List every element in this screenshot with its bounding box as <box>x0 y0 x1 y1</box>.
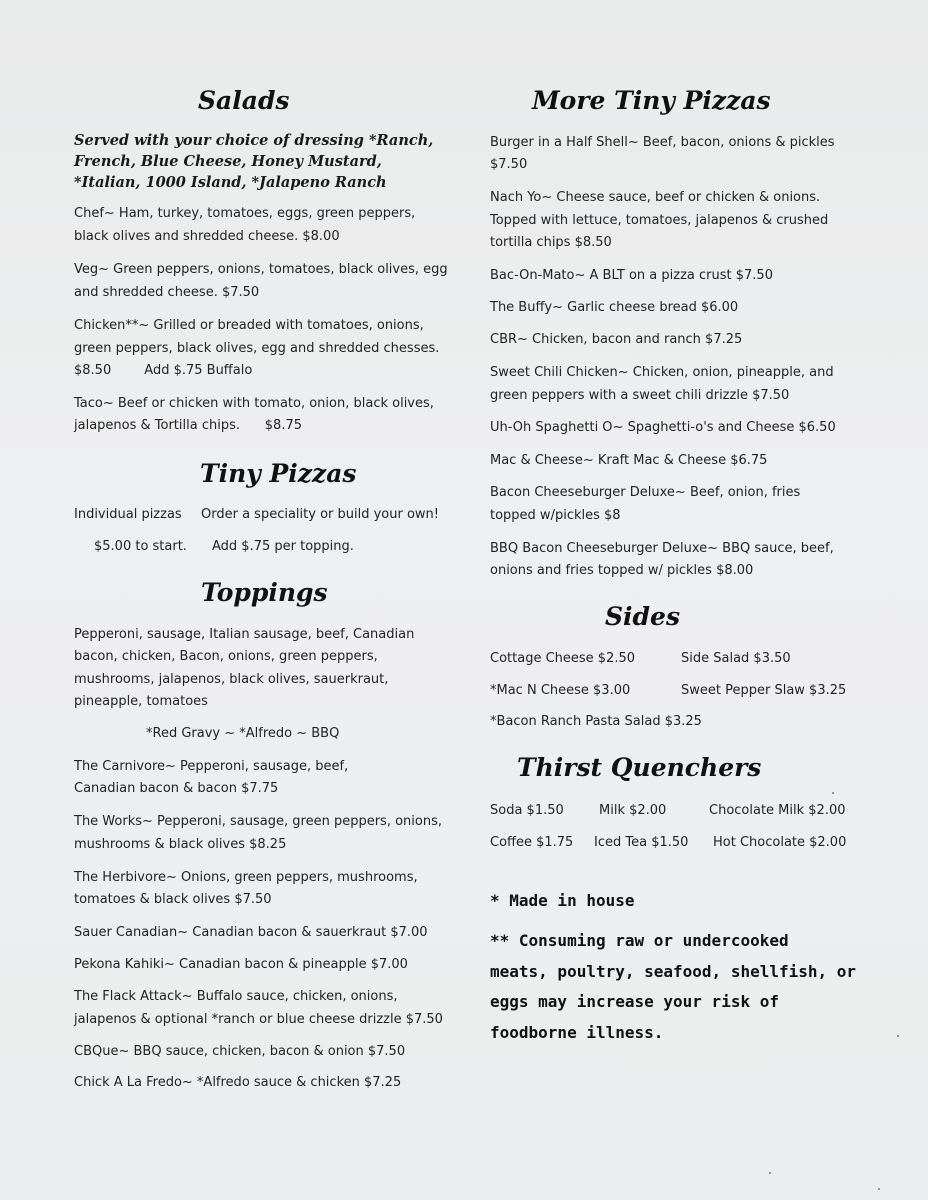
drink-item: Soda $1.50 <box>490 803 564 818</box>
speck <box>897 1035 899 1037</box>
pizza-item-cbque: CBQue~ BBQ sauce, chicken, bacon & onion $7.50 <box>74 1044 406 1059</box>
food-safety-warning: ** Consuming raw or undercooked meats, poultry, seafood, shellfish, or eggs may increase your risk of foodborne illness. <box>490 931 857 1042</box>
speck <box>832 792 834 794</box>
pizza-item-pekona-kahiki: Pekona Kahiki~ Canadian bacon & pineapple $7.00 <box>74 957 408 972</box>
drink-item: Hot Chocolate $2.00 <box>713 835 847 850</box>
drink-item: Iced Tea $1.50 <box>594 835 689 850</box>
pizza-item-mac-cheese: Mac & Cheese~ Kraft Mac & Cheese $6.75 <box>490 453 768 468</box>
tiny-pizzas-build: Order a speciality or build your own! <box>201 507 439 522</box>
tiny-pizzas-topping-price: Add $.75 per topping. <box>212 539 354 554</box>
pizza-item-sauer-canadian: Sauer Canadian~ Canadian bacon & sauerkraut $7.00 <box>74 925 428 940</box>
drink-item: Coffee $1.75 <box>490 835 574 850</box>
pizza-item-uh-oh-spaghetti: Uh-Oh Spaghetti O~ Spaghetti-o's and Cheese $6.50 <box>490 420 836 435</box>
sides-heading: Sides <box>605 602 681 631</box>
speck <box>878 1188 880 1190</box>
pizza-item-chick-a-la-fredo: Chick A La Fredo~ *Alfredo sauce & chicken $7.25 <box>74 1075 402 1090</box>
drink-item: Milk $2.00 <box>599 803 667 818</box>
pizza-item-cbr: CBR~ Chicken, bacon and ranch $7.25 <box>490 332 743 347</box>
pizza-item-buffy: The Buffy~ Garlic cheese bread $6.00 <box>490 300 739 315</box>
tiny-pizzas-heading: Tiny Pizzas <box>200 459 357 488</box>
pizza-item-bac-on-mato: Bac-On-Mato~ A BLT on a pizza crust $7.50 <box>490 268 773 283</box>
side-item: Sweet Pepper Slaw $3.25 <box>681 683 847 698</box>
salads-heading: Salads <box>198 86 290 115</box>
sauce-options: *Red Gravy ~ *Alfredo ~ BBQ <box>146 726 340 741</box>
salads-dressing-note: Served with your choice of dressing *Ranch, French, Blue Cheese, Honey Mustard, *Italian, 1000 Island, *Jalapeno Ranch <box>74 132 434 191</box>
side-item: Side Salad $3.50 <box>681 651 791 666</box>
tiny-pizzas-individual: Individual pizzas <box>74 507 182 522</box>
thirst-quenchers-heading: Thirst Quenchers <box>517 753 762 782</box>
tiny-pizzas-start-price: $5.00 to start. <box>94 539 187 554</box>
drink-item: Chocolate Milk $2.00 <box>709 803 846 818</box>
made-in-house-note: * Made in house <box>490 891 635 910</box>
menu-page: Salads Served with your choice of dressing *Ranch, French, Blue Cheese, Honey Mustard, *Italian, 1000 Island, *Jalapeno Ranch Chef~ Ham, turkey, tomatoes, eggs, green peppers, black olives and shredded cheese. $8.00 Veg~ Green peppers, onions, tomatoes, black olives, egg and shredded cheese. $7.50 Chicken**~ Grilled or breaded with tomatoes, onions, green peppers, black olives, egg and shredded chesses. $8.50 Add $.75 Buffalo Taco~ Beef or chicken with tomato, onion, black olives, jalapenos & Tortilla chips. $8.75 Tiny Pizzas Individual pizzas Order a speciality or build your own! $5.00 to start. Add $.75 per topping. Toppings Pepperoni, sausage, Italian sausage, beef, Canadian bacon, chicken, Bacon, onions, green peppers, mushrooms, jalapenos, black olives, sauerkraut, pineapple, tomatoes *Red Gravy ~ *Alfredo ~ BBQ The Carnivore~ Pepperoni, sausage, beef, Canadian bacon & bacon $7.75 The Works~ Pepperoni, sausage, green peppers, onions, mushrooms & black olives $8.25 The Herbivore~ Onions, green peppers, mushrooms, tomatoes & black olives $7.50 Sauer Canadian~ Canadian bacon & sauerkraut $7.00 Pekona Kahiki~ Canadian bacon & pineapple $7.00 The Flack Attack~ Buffalo sauce, chicken, onions, jalapenos & optional *ranch or blue cheese drizzle $7.50 CBQue~ BBQ sauce, chicken, bacon & onion $7.50 Chick A La Fredo~ *Alfredo sauce & chicken $7.25 More Tiny Pizzas Burger in a Half Shell~ Beef, bacon, onions & pickles $7.50 Nach Yo~ Cheese sauce, beef or chicken & onions. Topped with lettuce, tomatoes, jalapenos & crushed tortilla chips $8.50 Bac-On-Mato~ A BLT on a pizza crust $7.50 The Buffy~ Garlic cheese bread $6.00 CBR~ Chicken, bacon and ranch $7.25 Sweet Chili Chicken~ Chicken, onion, pineapple, and green peppers with a sweet chili drizzle $7.50 Uh-Oh Spaghetti O~ Spaghetti-o's and Cheese $6.50 Mac & Cheese~ Kraft Mac & Cheese $6.75 Bacon Cheeseburger Deluxe~ Beef, onion, fries topped w/pickles $8 BBQ Bacon Cheeseburger Deluxe~ BBQ sauce, beef, onions and fries topped w/ pickles $8.00 Sides Cottage Cheese $2.50 Side Salad $3.50 *Mac N Cheese $3.00 Sweet Pepper Slaw $3.25 *Bacon Ranch Pasta Salad $3.25 Thirst Quenchers Soda $1.50 Milk $2.00 Chocolate Milk $2.00 Coffee $1.75 Iced Tea $1.50 Hot Chocolate $2.00 * Made in house ** Consuming raw or undercooked meats, poultry, seafood, shellfish, or eggs may increase your risk of foodborne illness. <box>0 0 928 1200</box>
speck <box>769 1172 771 1174</box>
side-item: *Bacon Ranch Pasta Salad $3.25 <box>490 714 702 729</box>
side-item: Cottage Cheese $2.50 <box>490 651 636 666</box>
more-tiny-pizzas-heading: More Tiny Pizzas <box>532 86 771 115</box>
toppings-heading: Toppings <box>201 578 328 607</box>
side-item: *Mac N Cheese $3.00 <box>490 683 631 698</box>
